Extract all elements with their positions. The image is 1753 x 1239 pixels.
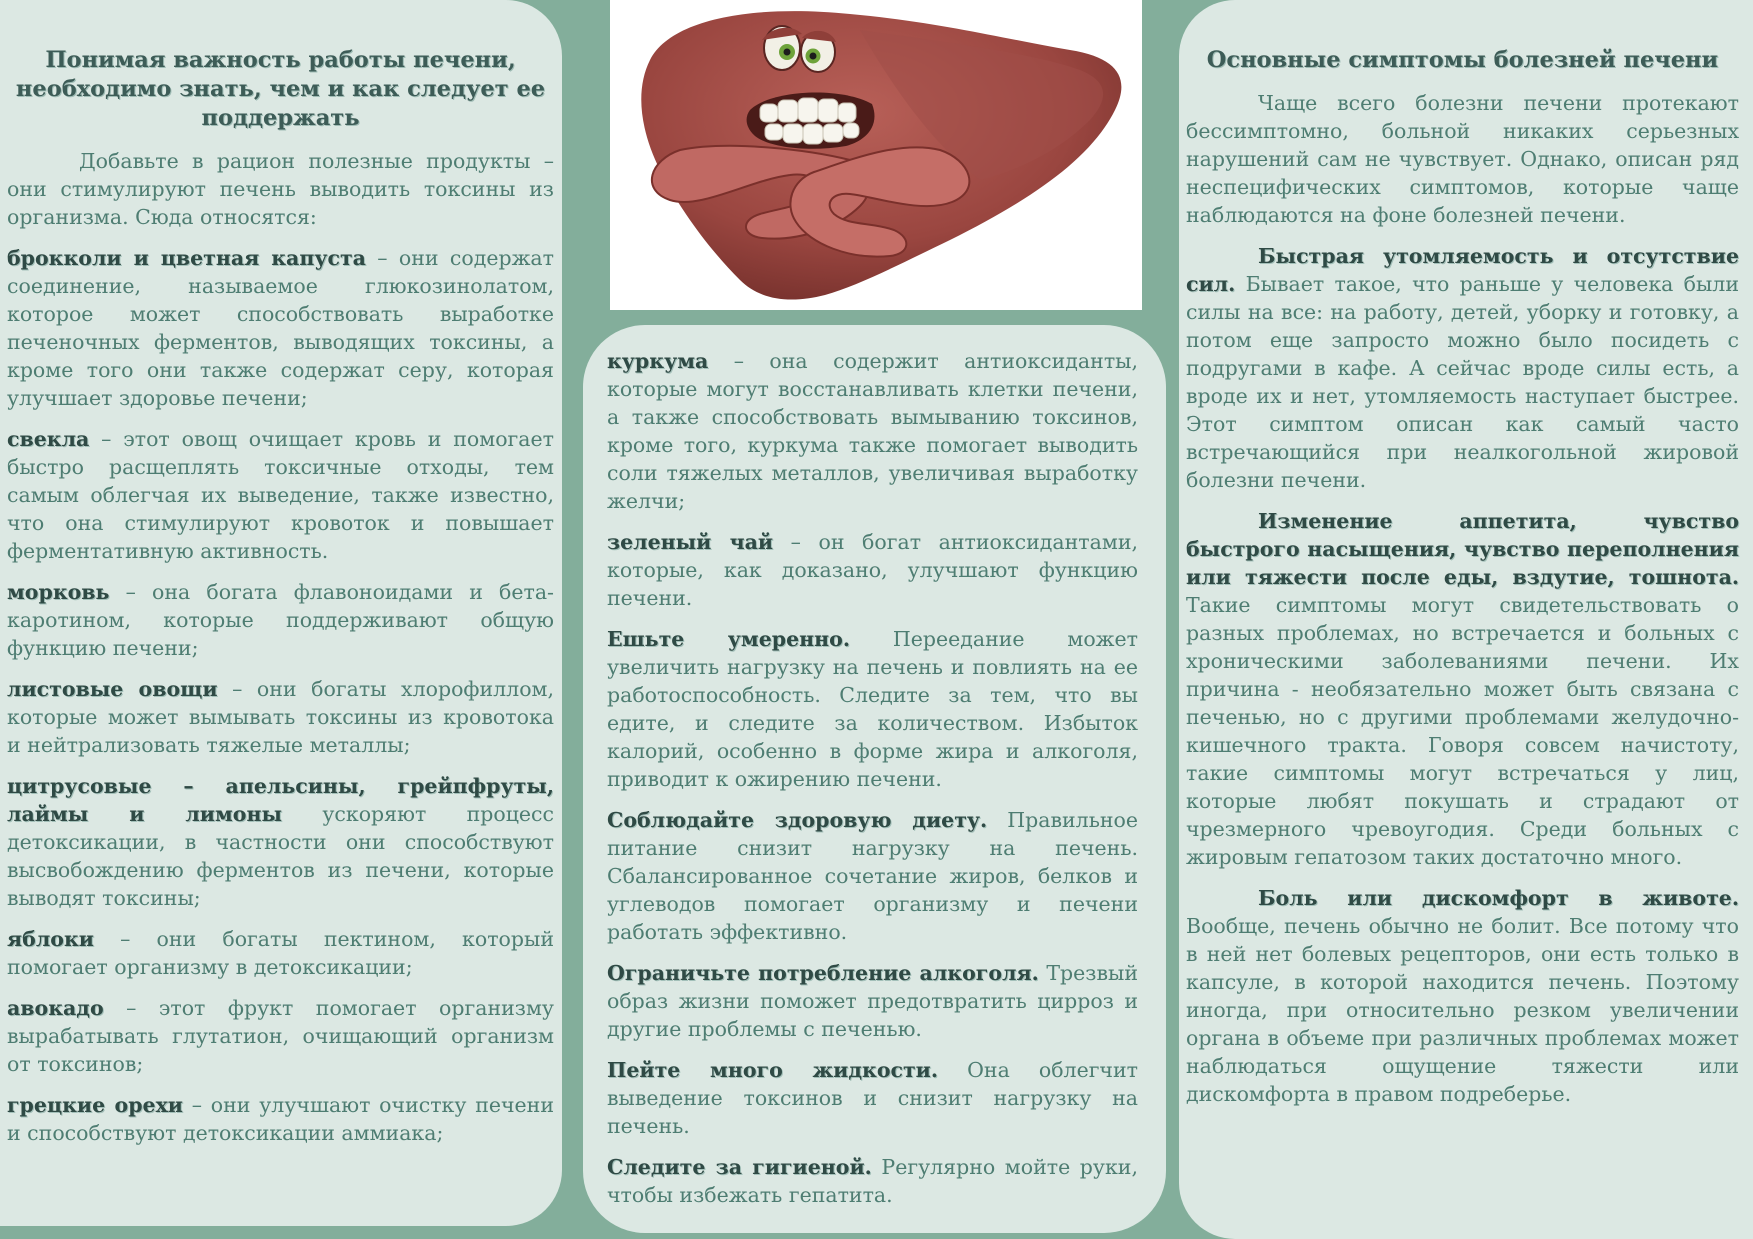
- food-item: [7, 772, 554, 912]
- food-item: [7, 994, 554, 1078]
- food-item-term: листовые овощи: [7, 677, 218, 701]
- right-intro: Чаще всего болезни печени протекают бессимптомно, больной никаких серьезных нарушений сам не чувствует. Однако, описан ряд неспецифических симптомов, которые чаще наблюдаются на фоне болезней печени.: [1186, 91, 1739, 227]
- left-panel: [0, 0, 562, 1226]
- symptom-item: [1186, 242, 1739, 494]
- tip-item: [607, 625, 1138, 793]
- left-intro: Добавьте в рацион полезные продукты – они стимулируют печень выводить токсины из организма. Сюда относятся:: [7, 149, 554, 229]
- tip-item-term: Соблюдайте здоровую диету.: [607, 808, 988, 832]
- food-item: [7, 244, 554, 412]
- tip-item-text: Трезвый образ жизни поможет предотвратить цирроз и другие проблемы с печенью.: [607, 961, 1138, 1041]
- tip-item: [607, 806, 1138, 946]
- tip-item-term: куркума: [607, 349, 709, 373]
- food-item-term: свекла: [7, 427, 90, 451]
- symptom-item-term: Изменение аппетита, чувство быстрого насыщения, чувство переполнения или тяжести после еды, вздутие, тошнота.: [1186, 509, 1739, 589]
- symptom-item-text: Вообще, печень обычно не болит. Все потому что в ней нет болевых рецепторов, они есть только в капсуле, в которой находится печень. Поэтому иногда, при относительно резком увеличении органа в объеме при различных проблемах может наблюдаться ощущение тяжести или дискомфорта в правом подреберье.: [1186, 914, 1739, 1106]
- food-item-text: ускоряют процесс детоксикации, в частности они способствуют высвобождению ферментов из печени, которые выводят токсины;: [7, 802, 554, 910]
- food-item-term: брокколи и цветная капуста: [7, 246, 366, 270]
- middle-column-content: [607, 347, 1138, 1222]
- symptom-item-term: Боль или дискомфорт в животе.: [1258, 886, 1739, 910]
- right-title: Основные симптомы болезней печени: [1206, 47, 1719, 73]
- tip-item-text: – он богат антиоксидантами, которые, как доказано, улучшают функцию печени.: [607, 530, 1138, 610]
- right-panel: [1179, 0, 1753, 1239]
- symptom-item: [1186, 884, 1739, 1108]
- liver-cartoon-icon: [610, 0, 1142, 310]
- food-item-text: – она богата флавоноидами и бета-каротином, которые поддерживают общую функцию печени;: [7, 580, 554, 660]
- tip-item-text: – она содержит антиоксиданты, которые могут восстанавливать клетки печени, а также способствовать вымыванию токсинов, кроме того, куркума также помогает выводить соли тяжелых металлов, увеличивая выработку желчи;: [607, 349, 1138, 513]
- symptom-item-text: Бывает такое, что раньше у человека были силы на все: на работу, детей, уборку и готовку, а потом еще запросто можно было посидеть с подругами в кафе. А сейчас вроде силы есть, а вроде их и нет, утомляемость наступает быстрее. Этот симптом описан как самый часто встречающийся при неалкогольной жировой болезни печени.: [1186, 272, 1739, 492]
- left-title: Понимая важность работы печени, необходимо знать, чем и как следует ее поддержать: [15, 47, 546, 131]
- food-item: [7, 578, 554, 662]
- food-item-term: яблоки: [7, 927, 94, 951]
- symptom-item: [1186, 507, 1739, 871]
- food-item-term: морковь: [7, 580, 110, 604]
- tip-item: [607, 347, 1138, 515]
- food-item: [7, 1091, 554, 1147]
- tip-item: [607, 959, 1138, 1043]
- right-column-content: [1186, 46, 1739, 1121]
- tip-item-term: Ешьте умеренно.: [607, 627, 850, 651]
- food-item-term: грецкие орехи: [7, 1093, 184, 1117]
- tip-item: [607, 1153, 1138, 1209]
- food-item-term: цитрусовые – апельсины, грейпфруты, лаймы и лимоны: [7, 774, 554, 826]
- food-item: [7, 675, 554, 759]
- tip-item-term: Пейте много жидкости.: [607, 1058, 939, 1082]
- food-item-text: – этот фрукт помогает организму вырабатывать глутатион, очищающий организм от токсинов;: [7, 996, 554, 1076]
- tip-item: [607, 528, 1138, 612]
- tip-item: [607, 1056, 1138, 1140]
- middle-panel: [583, 325, 1166, 1233]
- tip-item-text: Регулярно мойте руки, чтобы избежать гепатита.: [607, 1155, 1138, 1207]
- food-item-text: – они богаты хлорофиллом, которые может вымывать токсины из кровотока и нейтрализовать тяжелые металлы;: [7, 677, 554, 757]
- tip-item-text: Переедание может увеличить нагрузку на печень и повлиять на ее работоспособность. Следите за тем, что вы едите, и следите за количеством. Избыток калорий, особенно в форме жира и алкоголя, приводит к ожирению печени.: [607, 627, 1138, 791]
- symptom-item-text: Такие симптомы могут свидетельствовать о разных проблемах, но встречается и больных с хроническими заболеваниями печени. Их причина - необязательно может быть связана с печенью, но с другими проблемами желудочно-кишечного тракта. Говоря совсем начистоту, такие симптомы могут встречаться у лиц, которые любят покушать и страдают от чрезмерного чревоугодия. Среди больных с жировым гепатозом таких достаточно много.: [1186, 593, 1739, 869]
- symptom-item-term: Быстрая утомляемость и отсутствие сил.: [1186, 244, 1739, 296]
- tip-item-term: зеленый чай: [607, 530, 774, 554]
- liver-illustration: [610, 0, 1142, 310]
- tip-item-term: Ограничьте потребление алкоголя.: [607, 961, 1039, 985]
- tip-item-text: Правильное питание снизит нагрузку на печень. Сбалансированное сочетание жиров, белков и углеводов помогает организму и печени работать эффективно.: [607, 808, 1138, 944]
- food-item: [7, 425, 554, 565]
- food-item-term: авокадо: [7, 996, 104, 1020]
- food-item-text: – они улучшают очистку печени и способствуют детоксикации аммиака;: [7, 1093, 555, 1145]
- tip-item-text: Она облегчит выведение токсинов и снизит нагрузку на печень.: [607, 1058, 1138, 1138]
- food-item-text: – они богаты пектином, который помогает организму в детоксикации;: [7, 927, 554, 979]
- food-item-text: – этот овощ очищает кровь и помогает быстро расщеплять токсичные отходы, тем самым облегчая их выведение, также известно, что она стимулируют кровоток и повышает ферментативную активность.: [7, 427, 554, 563]
- food-item-text: – они содержат соединение, называемое глюкозинолатом, которое может способствовать выработке печеночных ферментов, выводящих токсины, а кроме того они также содержат серу, которая улучшает здоровье печени;: [7, 246, 554, 410]
- food-item: [7, 925, 554, 981]
- left-column-content: [7, 46, 554, 1160]
- tip-item-term: Следите за гигиеной.: [607, 1155, 872, 1179]
